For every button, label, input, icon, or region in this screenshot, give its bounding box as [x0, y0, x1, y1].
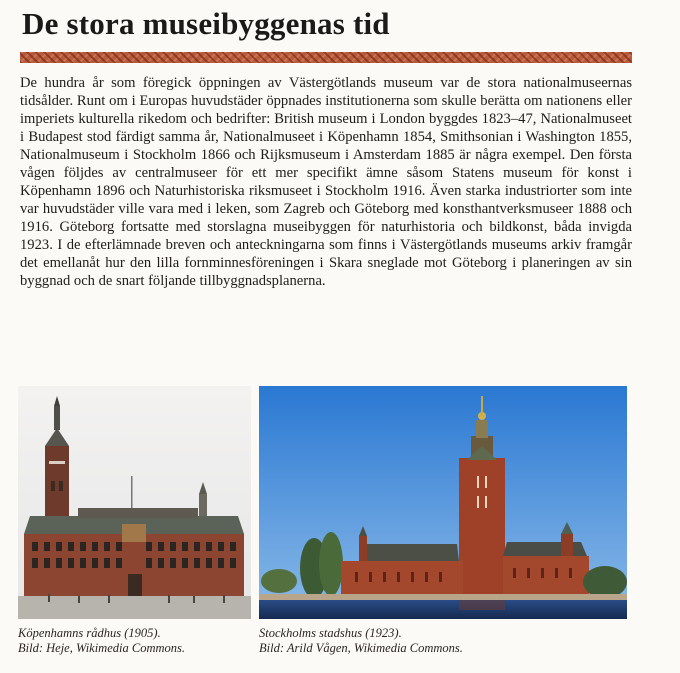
caption-title: Stockholms stadshus (1923).	[259, 626, 402, 640]
body-paragraph: De hundra år som föregick öppningen av Västergötlands museum var de stora nationalmuseernas tidsålder. Runt om i Europas huvudstäder öppnades institutionerna som skulle berätta om nationens eller imperiets kulturella rikedom och bedrifter: British museum i London byggdes 1823–47, Nationalmuseet i Budapest stod färdigt samma år, Nationalmuseet i Köpenhamn 1854, Smithsonian i Washington 1855, Nationalmuseum i Stockholm 1866 och Rijksmuseum i Amsterdam 1885 är några exempel. Den första vågen följdes av centralmuseer för ett mer specifikt ämne såsom Statens museum för konst i Köpenhamn 1896 och Naturhistoriska riksmuseet i Stockholm 1916. Även starka industriorter som inte var huvudstäder ville vara med i leken, som Zagreb och Göteborg med konsthantverksmuseer 1888 och 1916. Göteborg fortsatte med storslagna museibyggen för naturhistoria och bildkonst, båda invigda 1923. I de efterlämnade breven och anteckningarna som finns i Västergötlands museums arkiv framgår det emellanåt hur den lilla fornminnesföreningen i Skara sneglade mot Göteborg i planeringen av sin byggnad och de snart följande tillbyggnadsplanerna.	[20, 75, 632, 289]
caption-stockholm	[259, 626, 463, 656]
caption-credit: Bild: Arild Vågen, Wikimedia Commons.	[259, 641, 463, 655]
photo-copenhagen-city-hall	[18, 386, 251, 619]
caption-title: Köpenhamns rådhus (1905).	[18, 626, 161, 640]
decorative-band	[20, 52, 632, 63]
caption-copenhagen	[18, 626, 185, 656]
photo-stockholm-city-hall	[259, 386, 627, 619]
page-title: De stora museibyggenas tid	[22, 6, 390, 41]
caption-credit: Bild: Heje, Wikimedia Commons.	[18, 641, 185, 655]
